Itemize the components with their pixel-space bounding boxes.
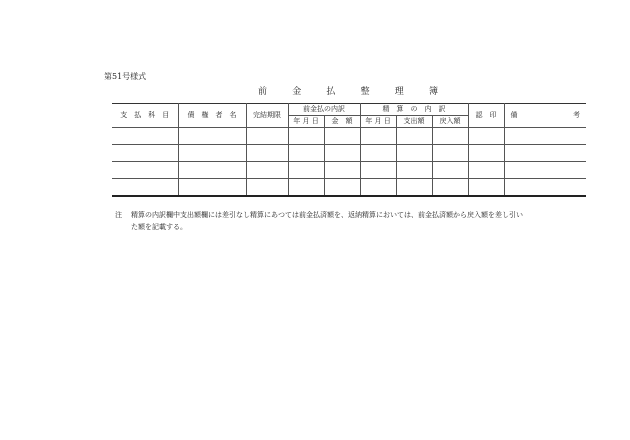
table-cell: [432, 179, 468, 197]
table-cell: [178, 145, 246, 162]
table-cell: [288, 128, 324, 145]
table-cell: [432, 128, 468, 145]
table-cell: [360, 128, 396, 145]
header-remarks: [504, 104, 586, 128]
table-cell: [112, 128, 178, 145]
table-cell: [178, 128, 246, 145]
subheader-expense: 支出額: [396, 116, 432, 128]
table-cell: [432, 162, 468, 179]
table-row: [112, 162, 586, 179]
table-cell: [360, 162, 396, 179]
table-cell: [468, 162, 504, 179]
table-cell: [504, 179, 586, 197]
table-cell: [178, 162, 246, 179]
header-remarks-a: 備: [510, 111, 518, 119]
ledger-table: [112, 103, 586, 197]
table-cell: [246, 145, 288, 162]
subheader-settlement-date: 年 月 日: [360, 116, 396, 128]
footnote-line-1: [115, 209, 595, 221]
table-cell: [504, 128, 586, 145]
table-cell: [178, 179, 246, 197]
table-cell: [360, 145, 396, 162]
table-cell: [360, 179, 396, 197]
table-cell: [396, 145, 432, 162]
title-char: 理: [394, 87, 404, 97]
table-cell: [468, 128, 504, 145]
header-approval-seal: 認 印: [468, 104, 504, 128]
title-char: 整: [360, 87, 370, 97]
footnote-line-2: た額を記載する。: [131, 223, 187, 231]
form-number: 第51号様式: [104, 72, 147, 81]
table-cell: [468, 145, 504, 162]
subheader-advance-date: 年 月 日: [288, 116, 324, 128]
table-cell: [468, 179, 504, 197]
footnote: [115, 209, 595, 233]
table-cell: [112, 145, 178, 162]
title-char: 前: [258, 87, 268, 97]
table-cell: [396, 162, 432, 179]
table-cell: [246, 128, 288, 145]
table-cell: [324, 145, 360, 162]
table-cell: [246, 179, 288, 197]
title-char: 簿: [428, 87, 438, 97]
header-settlement-breakdown: 精 算 の 内 訳: [360, 104, 468, 116]
table-cell: [432, 145, 468, 162]
header-advance-breakdown: 前金払の内訳: [288, 104, 360, 116]
table-cell: [504, 162, 586, 179]
table-cell: [288, 179, 324, 197]
table-cell: [324, 162, 360, 179]
footnote-text-1: 精算の内訳欄中支出額欄には差引なし精算にあつては前金払済額を、返納精算においては、前金払済額から戻入額を差し引い: [131, 211, 523, 219]
header-remarks-b: 考: [573, 111, 581, 119]
footnote-mark: 注: [115, 211, 122, 219]
table-cell: [246, 162, 288, 179]
title-char: 払: [326, 87, 336, 97]
title-char: 金: [292, 87, 302, 97]
subheader-refund: 戻入額: [432, 116, 468, 128]
table-row: [112, 145, 586, 162]
table-row: [112, 128, 586, 145]
table-cell: [324, 179, 360, 197]
table-cell: [288, 162, 324, 179]
table-row: [112, 179, 586, 197]
page-title: [258, 87, 438, 98]
table-cell: [324, 128, 360, 145]
header-account: 支 払 科 目: [112, 104, 178, 128]
table-cell: [288, 145, 324, 162]
header-deadline: 完結期限: [246, 104, 288, 128]
subheader-amount: 金 額: [324, 116, 360, 128]
table-cell: [112, 179, 178, 197]
table-cell: [112, 162, 178, 179]
table-cell: [396, 128, 432, 145]
header-creditor: 債 権 者 名: [178, 104, 246, 128]
table-cell: [396, 179, 432, 197]
table-cell: [504, 145, 586, 162]
